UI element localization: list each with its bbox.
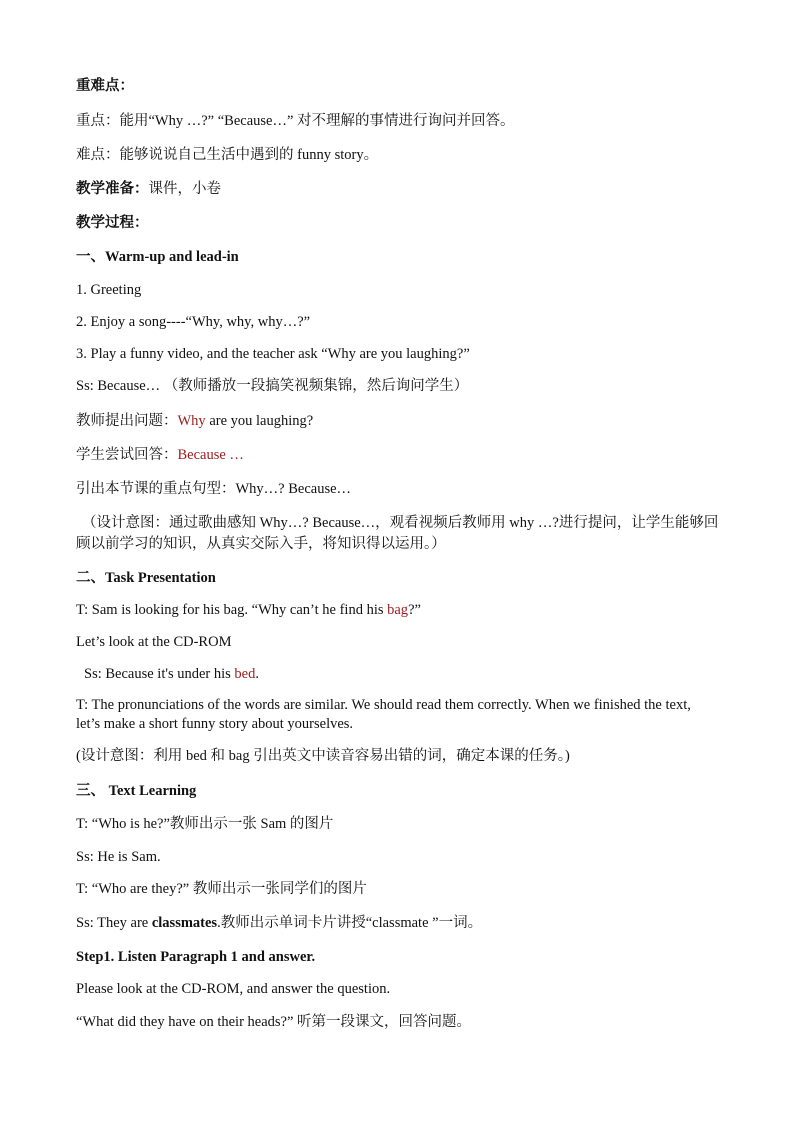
section-1-line-1: 1. Greeting [76,282,142,298]
focus-difficulty-text: 能够说说自己生活中遇到的 funny story。 [119,147,379,163]
focus-key-line [76,111,724,131]
section-3-line-3: T: “Who are they?” 教师出示一张同学们的图片 [76,881,367,897]
line-5-highlight: Why [177,413,206,429]
s2-line-3-a: Ss: Because it's under his [84,666,235,682]
section-1-title: 一、Warm-up and lead-in [76,249,239,265]
section-1-line-4: Ss: Because… （教师播放一段搞笑视频集锦，然后询问学生） [76,378,469,394]
focus-difficulty-line [76,145,724,165]
section-1-line-2: 2. Enjoy a song----“Why, why, why…?” [76,314,311,330]
step-1-line-1: Please look at the CD-ROM, and answer the question. [76,981,391,997]
section-3-line-2: Ss: He is Sam. [76,849,161,865]
step-1-line-2: “What did they have on their heads?” 听第一段课文，回答问题。 [76,1014,472,1030]
step-1-title: Step1. Listen Paragraph 1 and answer. [76,949,316,965]
section-2-line-1 [76,600,724,620]
section-2-design-intent: (设计意图：利用 bed 和 bag 引出英文中读音容易出错的词，确定本课的任务。) [76,748,570,764]
s2-line-3-highlight: bed [234,666,256,682]
section-3-line-1: T: “Who is he?”教师出示一张 Sam 的图片 [76,816,334,832]
s2-line-1-a: T: Sam is looking for his bag. “Why can’t he find his [76,602,388,618]
section-2-line-4: T: The pronunciations of the words are similar. We should read them correctly. When we finished the text, let’s make a short funny story about yourselves. [76,697,691,732]
s3-line-4-a: Ss: They are [76,915,152,931]
preparation-label: 教学准备： [76,181,149,197]
section-1-line-3: 3. Play a funny video, and the teacher ask “Why are you laughing?” [76,346,470,362]
line-6-highlight: Because … [177,447,244,463]
section-3-line-4 [76,913,724,933]
s3-line-4-bold: classmates [151,915,218,931]
s2-line-1-b: ?” [408,602,421,618]
section-1-line-5 [76,411,724,431]
line-5-rest: are you laughing? [205,413,314,429]
focus-key-label: 重点： [76,113,120,129]
focus-key-text: 能用“Why …?” “Because…” 对不理解的事情进行询问并回答。 [119,113,515,129]
section-1-design-intent: （设计意图：通过歌曲感知 Why…? Because…，观看视频后教师用 why …?进行提问，让学生能够回顾以前学习的知识，从真实交际入手，将知识得以运用。） [76,515,719,552]
line-6-prefix: 学生尝试回答： [76,447,178,463]
section-3-title: 三、 Text Learning [76,783,197,799]
focus-difficulty-label: 难点： [76,147,120,163]
process-heading: 教学过程： [76,215,149,231]
s2-line-1-highlight: bag [387,602,409,618]
heading-focus: 重难点： [76,78,134,94]
section-1-line-6 [76,445,724,465]
section-2-title: 二、Task Presentation [76,570,216,586]
preparation-line [76,179,724,199]
section-2-line-3 [84,664,724,684]
line-5-prefix: 教师提出问题： [76,413,178,429]
section-1-line-7: 引出本节课的重点句型：Why…? Because… [76,481,352,497]
s2-line-3-b: . [255,666,259,682]
s3-line-4-b: .教师出示单词卡片讲授“classmate ”一词。 [217,915,483,931]
preparation-text: 课件，小卷 [148,181,221,197]
section-2-line-2: Let’s look at the CD-ROM [76,634,232,650]
